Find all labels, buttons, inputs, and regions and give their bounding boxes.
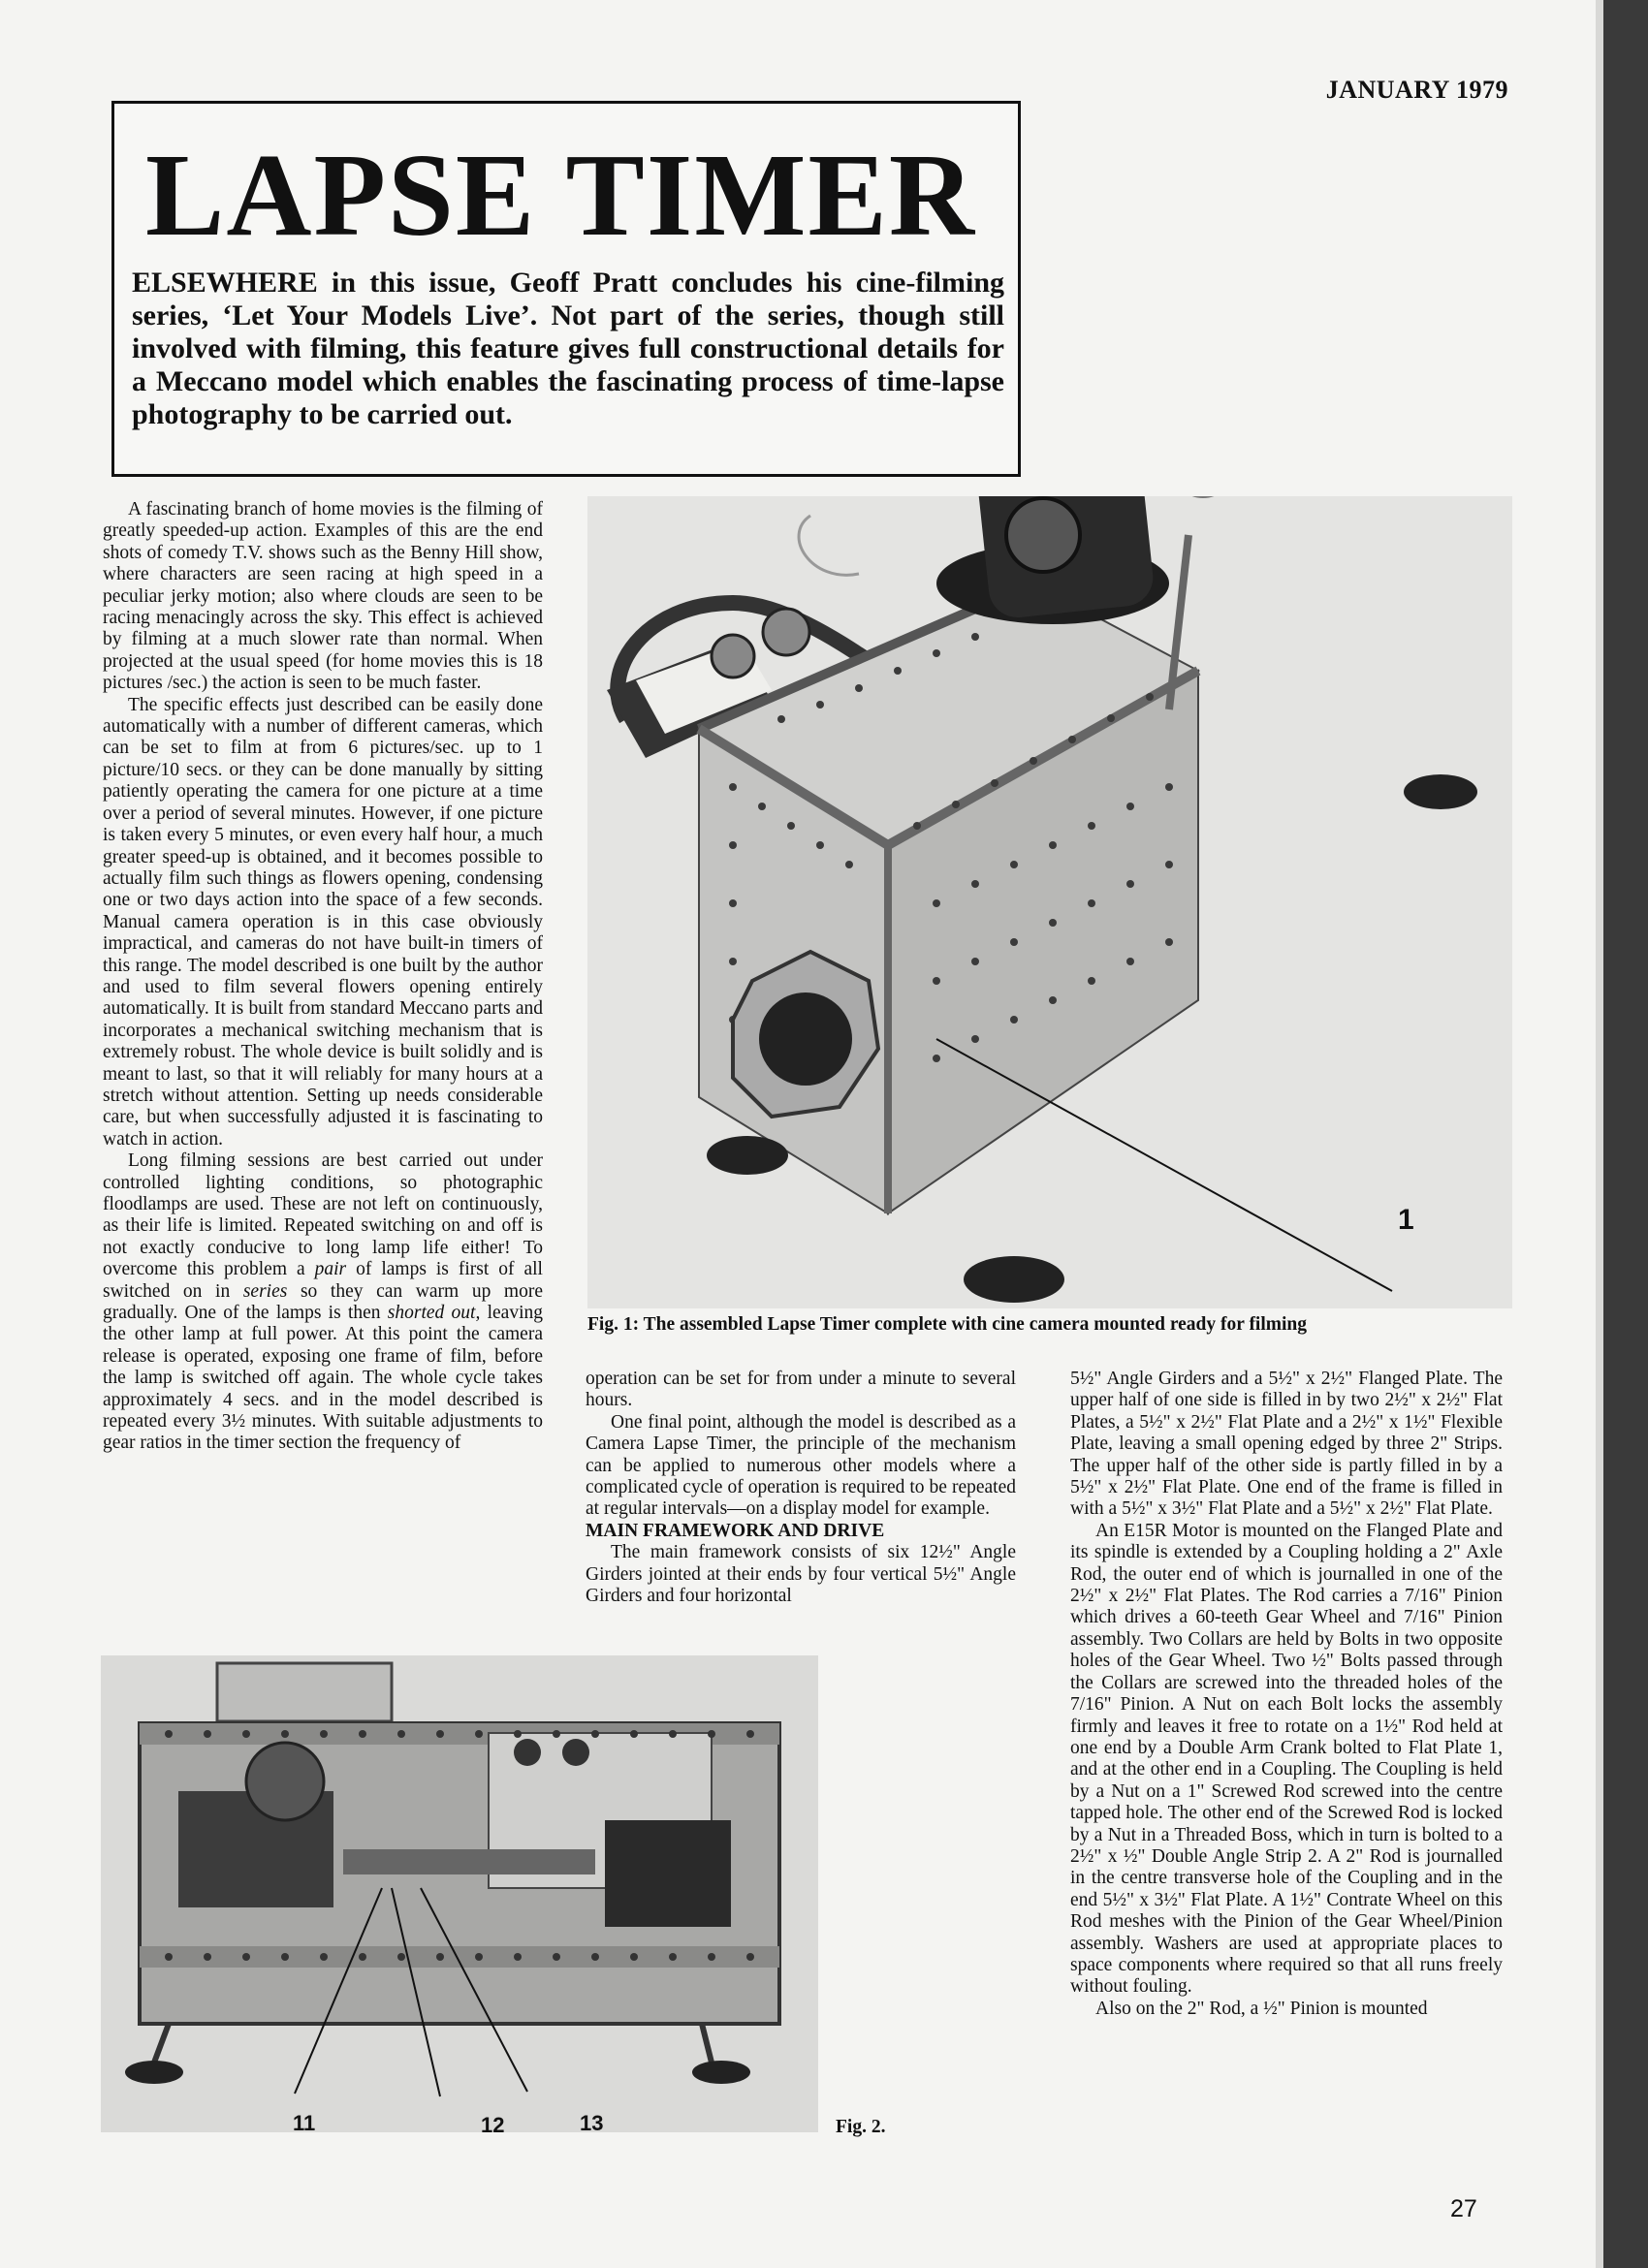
figure-2-caption: Fig. 2. <box>836 2117 886 2137</box>
binding-edge <box>1603 0 1648 2268</box>
lapse-timer-photo-illustration <box>587 496 1512 1308</box>
figure-2-callout-12: 12 <box>481 2113 505 2137</box>
emphasis-series: series <box>242 1280 288 1302</box>
figure-1-photo <box>587 496 1512 1308</box>
paragraph: Also on the 2" Rod, a ½" Pinion is mounted <box>1095 1998 1428 2019</box>
figure-2-photo <box>101 1655 818 2132</box>
body-column-3 <box>1070 1369 1503 2020</box>
emphasis-pair: pair <box>314 1259 347 1280</box>
figure-1-caption: Fig. 1: The assembled Lapse Timer complete with cine camera mounted ready for filming <box>587 1314 1308 1335</box>
emphasis-shorted-out: shorted out, <box>387 1303 481 1324</box>
paragraph: The main framework consists of six 12½" Angle Girders jointed at their ends by four vertical 5½" Angle Girders and four horizontal <box>586 1542 1016 1607</box>
text-run: Long filming sessions are best carried out under controlled lighting conditions, so photographic floodlamps are used. These are not left on continuously, as their life is limited. Repeated switching on and off is not exactly conducive to long lamp life either! To overcome this problem a <box>103 1150 543 1280</box>
paragraph: 5½" Angle Girders and a 5½" x 2½" Flanged Plate. The upper half of one side is filled in by two 2½" x 2½" Flat Plates, a 5½" x 2½" Flat Plate and a 2½" x 1½" Flexible Plate, leaving a small opening edged by three 2" Strips. The upper half of the other side is partly filled in by a 5½" x 2½" Flat Plate. One end of the frame is filled in with a 5½" x 3½" Flat Plate and a 5½" x 2½" Flat Plate. <box>1070 1369 1503 1520</box>
article-title: LAPSE TIMER <box>145 130 976 261</box>
paragraph: operation can be set for from under a minute to several hours. <box>586 1369 1016 1411</box>
paragraph: A fascinating branch of home movies is the filming of greatly speeded-up action. Examples of this are the end shots of comedy T.V. shows such as the Benny Hill show, where characters are seen racing at high speed in a peculiar jerky motion; also where clouds are seen to be racing menacingly across the sky. This effect is achieved by filming at a much slower rate than normal. When projected at the usual speed (for home movies this is 18 pictures /sec.) the action is seen to be much faster. <box>103 499 543 694</box>
figure-1-callout: 1 <box>1398 1204 1414 1236</box>
text-run: leaving the other lamp at full power. At this point the camera release is operated, exposing one frame of film, before the lamp is switched off again. The whole cycle takes approximately 4 secs. and in the model described is repeated every 3½ minutes. With suitable adjustments to gear ratios in the timer section the frequency of <box>103 1303 543 1454</box>
section-heading: MAIN FRAMEWORK AND DRIVE <box>586 1520 885 1541</box>
text-run: of lamps is first of all switched on in <box>103 1259 543 1302</box>
body-column-1 <box>103 499 543 1455</box>
text-run: so they can warm up more gradually. One of the lamps is then <box>103 1280 543 1324</box>
body-column-2 <box>586 1369 1016 1607</box>
issue-date: JANUARY 1979 <box>1325 76 1508 104</box>
figure-2-callout-13: 13 <box>580 2111 604 2135</box>
paragraph: One final point, although the model is described as a Camera Lapse Timer, the principle of the mechanism can be applied to numerous other models where a complicated cycle of operation is required to be repeated at regular intervals—on a display model for example. <box>586 1411 1016 1520</box>
paragraph: The specific effects just described can be easily done automatically with a number of different cameras, which can be set to film at from 6 pictures/sec. up to 1 picture/10 secs. or they can be done manually by sitting patiently operating the camera for one picture at a time over a period of several minutes. However, if one picture is taken every 5 minutes, or even every half hour, a much greater speed-up is obtained, and it becomes possible to actually film such things as flowers opening, condensing one or two days action into the space of a few seconds. Manual camera operation is in this case obviously impractical, and cameras do not have built-in timers of this range. The model described is one built by the author and used to film several flowers opening entirely automatically. It is built from standard Meccano parts and incorporates a mechanical switching mechanism that is extremely robust. The whole device is built solidly and is meant to last, so that it will reliably for many hours at a stretch without attention. Setting up needs considerable care, but when successfully adjusted it is fascinating to watch in action. <box>103 694 543 1150</box>
title-box <box>111 101 1021 477</box>
page-number: 27 <box>1450 2195 1477 2222</box>
paragraph: An E15R Motor is mounted on the Flanged Plate and its spindle is extended by a Coupling holding a 2" Axle Rod, the outer end of which is journalled in one of the 2½" x 2½" Flat Plates. The Rod carries a 7/16" Pinion which drives a 60-teeth Gear Wheel and 7/16" Pinion assembly. Two Collars are held by Bolts in two opposite holes of the Gear Wheel. Two ½" Bolts passed through the Collars are screwed into the threaded holes of the 7/16" Pinion. A Nut on each Bolt locks the assembly firmly and leaves it free to rotate on a 1½" Rod held at one end by a Double Arm Crank bolted to Flat Plate 1, and at the other end in a Coupling. The Coupling is held by a Nut on a 1" Screwed Rod screwed into the centre tapped hole. The other end of the Screwed Rod is locked by a Nut in a Threaded Boss, which in turn is bolted to a 2½" x ½" Double Angle Strip 2. A 2" Rod is journalled in the centre transverse hole of the Coupling and in the end 5½" x 3½" Flat Plate. A 1½" Contrate Wheel on this Rod meshes with the Pinion of the Gear Wheel/Pinion assembly. Washers are used at appropriate places to space components where required so that all runs freely without fouling. <box>1070 1520 1503 1998</box>
article-intro: ELSEWHERE in this issue, Geoff Pratt concludes his cine-filming series, ‘Let Your Models Live’. Not part of the series, though still involved with filming, this feature gives full constructional details for a Meccano model which enables the fascinating process of time-lapse photography to be carried out. <box>132 267 1004 430</box>
lapse-timer-underside-illustration <box>101 1655 818 2132</box>
paragraph-floodlamps <box>103 1150 543 1455</box>
page-edge-shadow <box>1596 0 1603 2268</box>
figure-2-callout-11: 11 <box>293 2111 316 2135</box>
